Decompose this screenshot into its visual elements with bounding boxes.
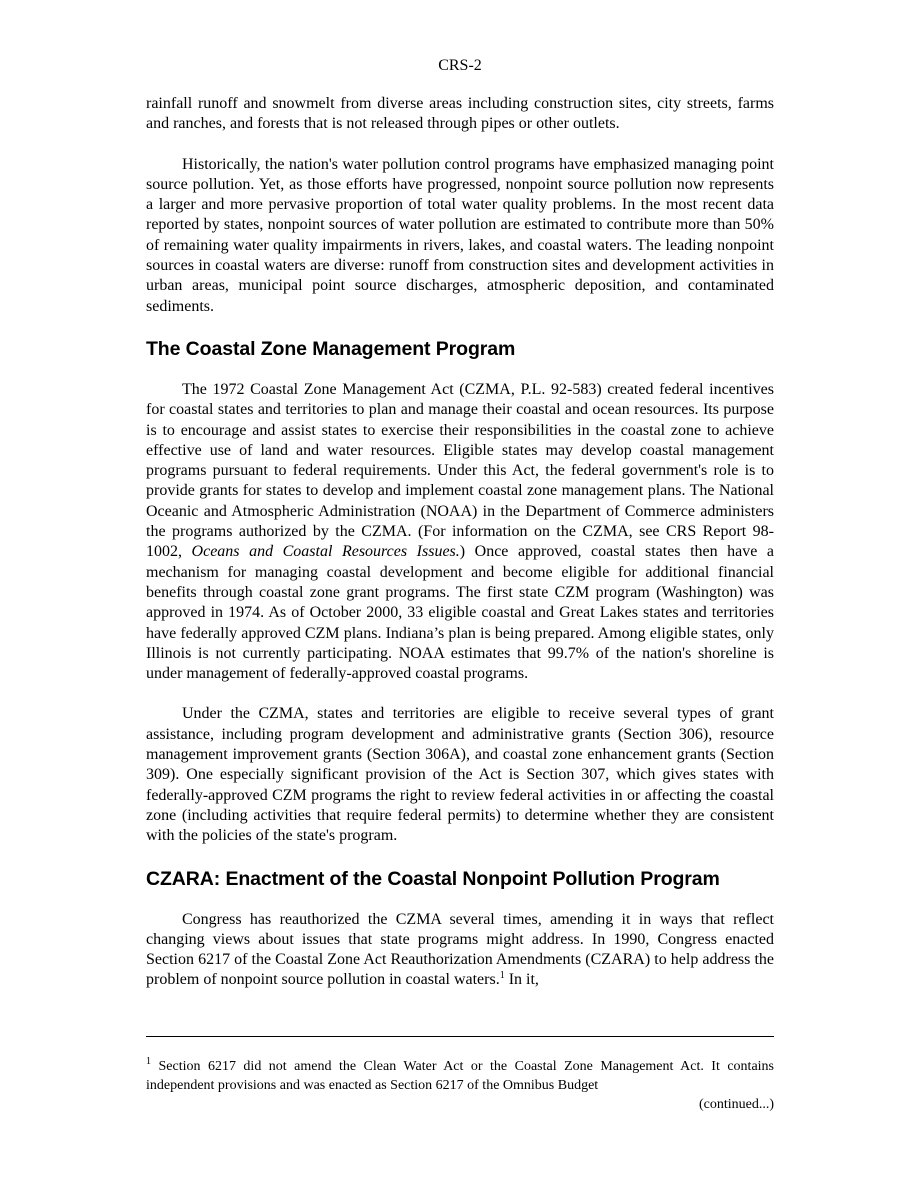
document-body (146, 94, 774, 991)
czm-paragraph-1-text-b: ) Once approved, coastal states then have a mechanism for managing coastal development and become eligible for additional financial benefits through coastal zone grant programs. The first state CZM program (Washington) was approved in 1974. As of October 2000, 33 eligible coastal and Great Lakes states and territories have federally approved CZM plans. Indiana’s plan is being prepared. Among eligible states, only Illinois is not currently participating. NOAA estimates that 99.7% of the nation's shoreline is under management of federally-approved coastal programs. (146, 543, 775, 683)
czara-paragraph-1-text-a: Congress has reauthorized the CZMA several times, amending it in ways that reflect changing views about issues that state programs might address. In 1990, Congress enacted Section 6217 of the Coastal Zone Act Reauthorization Amendments (CZARA) to help address the problem of nonpoint source pollution in coastal waters. (146, 910, 774, 989)
report-title-italic: Oceans and Coastal Resources Issues. (191, 543, 460, 561)
footnote-divider (146, 1036, 774, 1037)
czm-paragraph-2: Under the CZMA, states and territories are eligible to receive several types of grant assistance, including program development and administrative grants (Section 306), resource management improvement grants (Section 306A), and coastal zone enhancement grants (Section 309). One especially significant provision of the Act is Section 307, which gives states with federally-approved CZM programs the right to review federal activities in or affecting the coastal zone (including activities that require federal permits) to determine whether they are consistent with the policies of the state's program. (146, 705, 774, 845)
footnote-text: Section 6217 did not amend the Clean Water Act or the Coastal Zone Management Act. It contains independent provisions and was enacted as Section 6217 of the Omnibus Budget (146, 1059, 774, 1093)
intro-paragraph-2: Historically, the nation's water pollution control programs have emphasized managing point source pollution. Yet, as those efforts have progressed, nonpoint source pollution now represents a larger and more pervasive proportion of total water quality problems. In the most recent data reported by states, nonpoint sources of water pollution are estimated to contribute more than 50% of remaining water quality impairments in rivers, lakes, and coastal waters. The leading nonpoint sources in coastal waters are diverse: runoff from construction sites and development activities in urban areas, municipal point source discharges, atmospheric deposition, and contaminated sediments. (146, 155, 774, 315)
czm-paragraph-1 (146, 380, 774, 684)
czm-paragraph-1-text-a: The 1972 Coastal Zone Management Act (CZMA, P.L. 92-583) created federal incentives for coastal states and territories to plan and manage their coastal and ocean resources. Its purpose is to encourage and assist states to exercise their responsibilities in the coastal zone to achieve effective use of land and water resources. Eligible states may develop coastal management programs pursuant to federal requirements. Under this Act, the federal government's role is to provide grants for states to develop and implement coastal zone management plans. The National Oceanic and Atmospheric Administration (NOAA) in the Department of Commerce administers the programs authorized by the CZMA. (For information on the CZMA, see CRS Report 98-1002, (146, 380, 774, 561)
footnote-marker: 1 (146, 1056, 151, 1067)
footnote-continued-label: (continued...) (698, 1097, 774, 1112)
footnote-1 (146, 1057, 774, 1114)
section-heading-czara: CZARA: Enactment of the Coastal Nonpoint Pollution Program (146, 867, 720, 890)
czara-paragraph-1 (146, 910, 774, 991)
czara-paragraph-1-text-b: In it, (504, 971, 539, 989)
footnote-reference-1[interactable]: 1 (499, 970, 505, 982)
section-heading-czm-program: The Coastal Zone Management Program (146, 337, 516, 360)
intro-paragraph-1: rainfall runoff and snowmelt from diverse areas including construction sites, city streets, farms and ranches, and forests that is not released through pipes or other outlets. (146, 95, 774, 133)
page-header-label: CRS-2 (438, 57, 482, 74)
